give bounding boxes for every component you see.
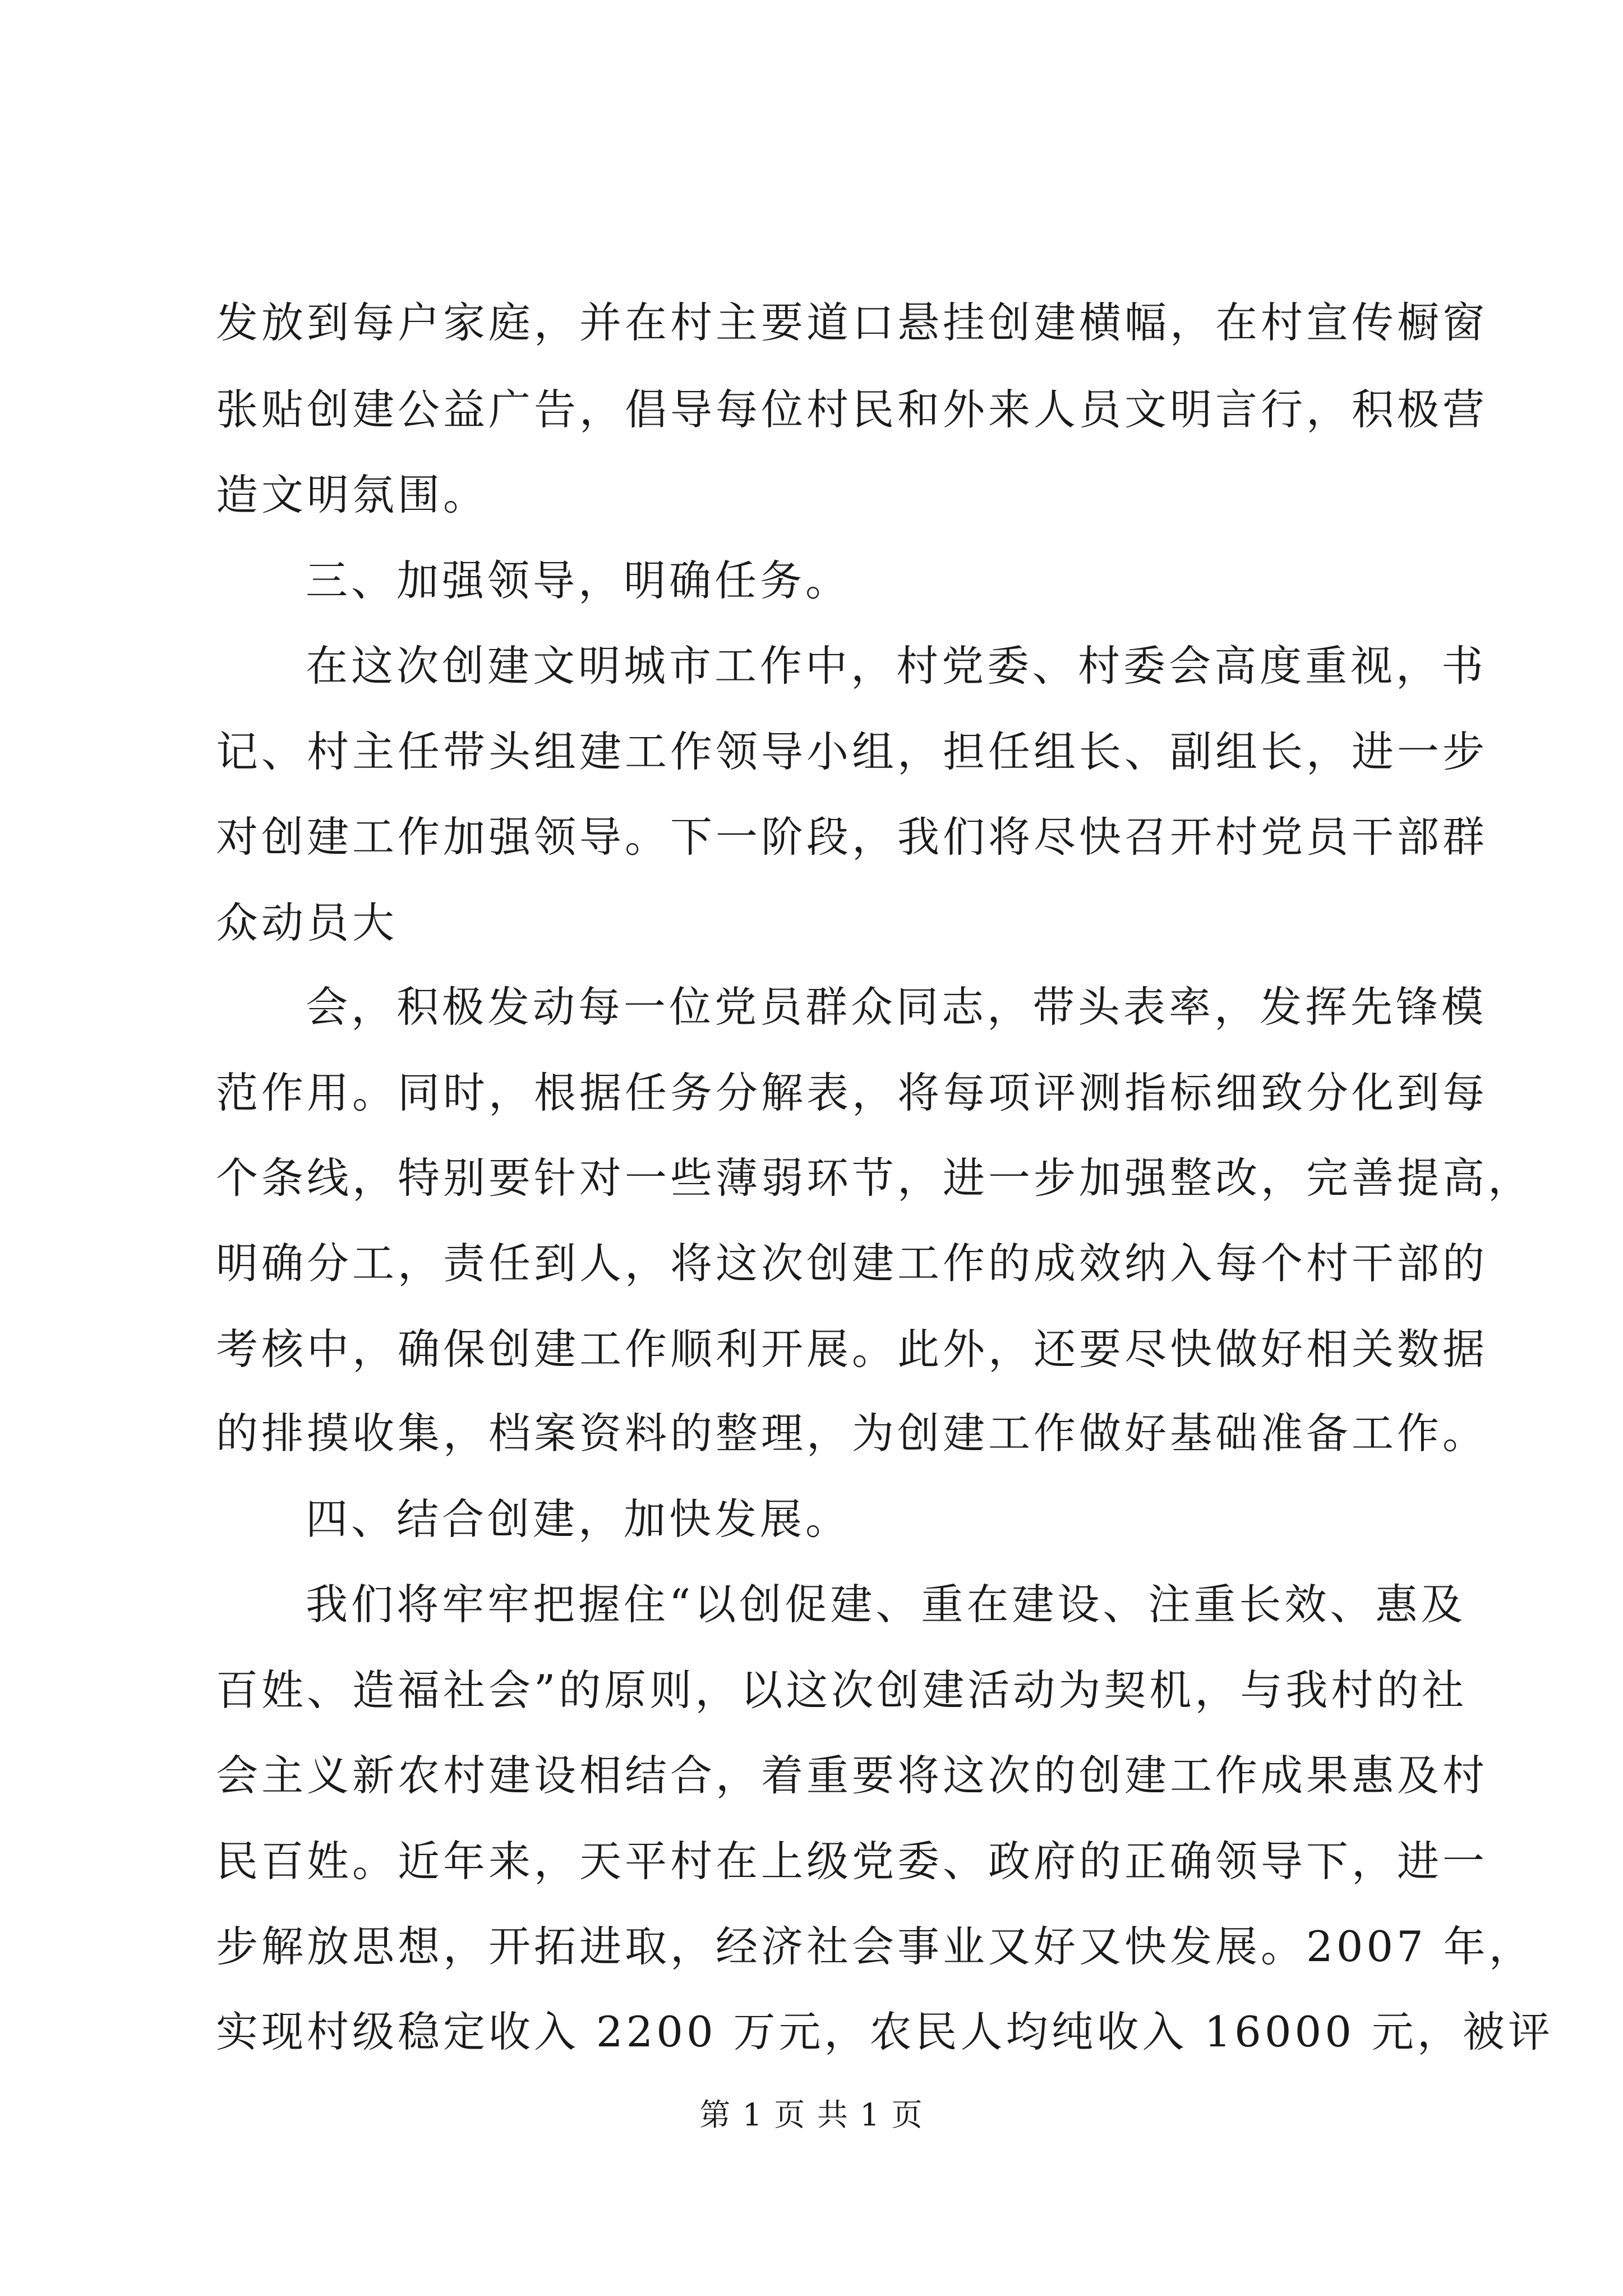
body-line: 在这次创建文明城市工作中，村党委、村委会高度重视，书 (306, 641, 1487, 691)
body-line: 会主义新农村建设相结合，着重要将这次的创建工作成果惠及村 (216, 1751, 1488, 1800)
body-line: 实现村级稳定收入 2200 万元，农民人均纯收入 16000 元，被评 (216, 2007, 1553, 2056)
section-heading: 三、加强领导，明确任务。 (306, 556, 851, 605)
body-line: 会，积极发动每一位党员群众同志，带头表率，发挥先锋模 (306, 982, 1487, 1032)
body-line: 众动员大 (216, 898, 398, 947)
body-line: 步解放思想，开拓进取，经济社会事业又好又快发展。2007 年， (216, 1922, 1534, 1971)
body-line: 明确分工，责任到人，将这次创建工作的成效纳入每个村干部的 (216, 1239, 1488, 1288)
body-line: 的排摸收集，档案资料的整理，为创建工作做好基础准备工作。 (216, 1409, 1488, 1458)
body-line: 考核中，确保创建工作顺利开展。此外，还要尽快做好相关数据 (216, 1324, 1488, 1374)
section-heading: 四、结合创建，加快发展。 (306, 1494, 851, 1544)
body-line: 百姓、造福社会”的原则，以这次创建活动为契机，与我村的社 (216, 1665, 1468, 1715)
body-line: 我们将牢牢把握住“以创促建、重在建设、注重长效、惠及 (306, 1580, 1467, 1629)
body-line: 记、村主任带头组建工作领导小组，担任组长、副组长，进一步 (216, 727, 1488, 776)
body-line: 范作用。同时，根据任务分解表，将每项评测指标细致分化到每 (216, 1068, 1488, 1117)
page-number-footer: 第 1 页 共 1 页 (699, 2097, 924, 2133)
body-line: 个条线，特别要针对一些薄弱环节，进一步加强整改，完善提高， (216, 1153, 1534, 1203)
body-line: 对创建工作加强领导。下一阶段，我们将尽快召开村党员干部群 (216, 812, 1488, 862)
body-line: 发放到每户家庭，并在村主要道口悬挂创建横幅，在村宣传橱窗 (216, 298, 1488, 347)
body-line: 民百姓。近年来，天平村在上级党委、政府的正确领导下，进一 (216, 1837, 1488, 1886)
body-line: 张贴创建公益广告，倡导每位村民和外来人员文明言行，积极营 (216, 385, 1488, 434)
body-line: 造文明氛围。 (216, 470, 489, 519)
